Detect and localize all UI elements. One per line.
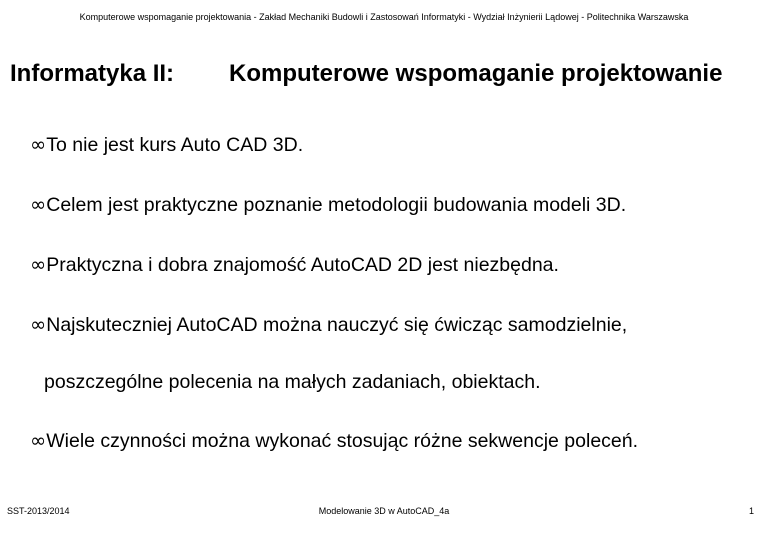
infinity-bullet-icon: ∞ — [30, 193, 47, 216]
page-number: 1 — [748, 506, 754, 516]
footer-title: Modelowanie 3D w AutoCAD_4a — [318, 506, 450, 516]
list-item — [30, 429, 638, 453]
list-item — [30, 313, 627, 337]
footer-date: SST-2013/2014 — [7, 506, 70, 516]
course-title: Informatyka II: — [10, 60, 175, 87]
infinity-bullet-icon: ∞ — [30, 133, 47, 156]
list-item-text: To nie jest kurs Auto CAD 3D. — [46, 134, 304, 156]
infinity-bullet-icon: ∞ — [30, 313, 47, 336]
infinity-bullet-icon: ∞ — [30, 429, 47, 452]
list-item-continuation: poszczególne polecenia na małych zadaniach, obiektach. — [44, 371, 541, 393]
slide-title: Komputerowe wspomaganie projektowanie — [229, 60, 723, 87]
list-item — [30, 193, 626, 217]
list-item-text: Najskuteczniej AutoCAD można nauczyć się ćwicząc samodzielnie, — [46, 314, 628, 336]
list-item-text: Praktyczna i dobra znajomość AutoCAD 2D jest niezbędna. — [46, 254, 559, 276]
infinity-bullet-icon: ∞ — [30, 253, 47, 276]
page-header: Komputerowe wspomaganie projektowania - Zakład Mechaniki Budowli i Zastosowań Informatyki - Wydział Inżynierii Lądowej - Politechnika Warszawska — [79, 12, 689, 22]
list-item-text: Wiele czynności można wykonać stosując różne sekwencje poleceń. — [46, 430, 639, 452]
list-item-text: Celem jest praktyczne poznanie metodologii budowania modeli 3D. — [46, 194, 627, 216]
list-item — [30, 133, 303, 157]
list-item — [30, 253, 559, 277]
